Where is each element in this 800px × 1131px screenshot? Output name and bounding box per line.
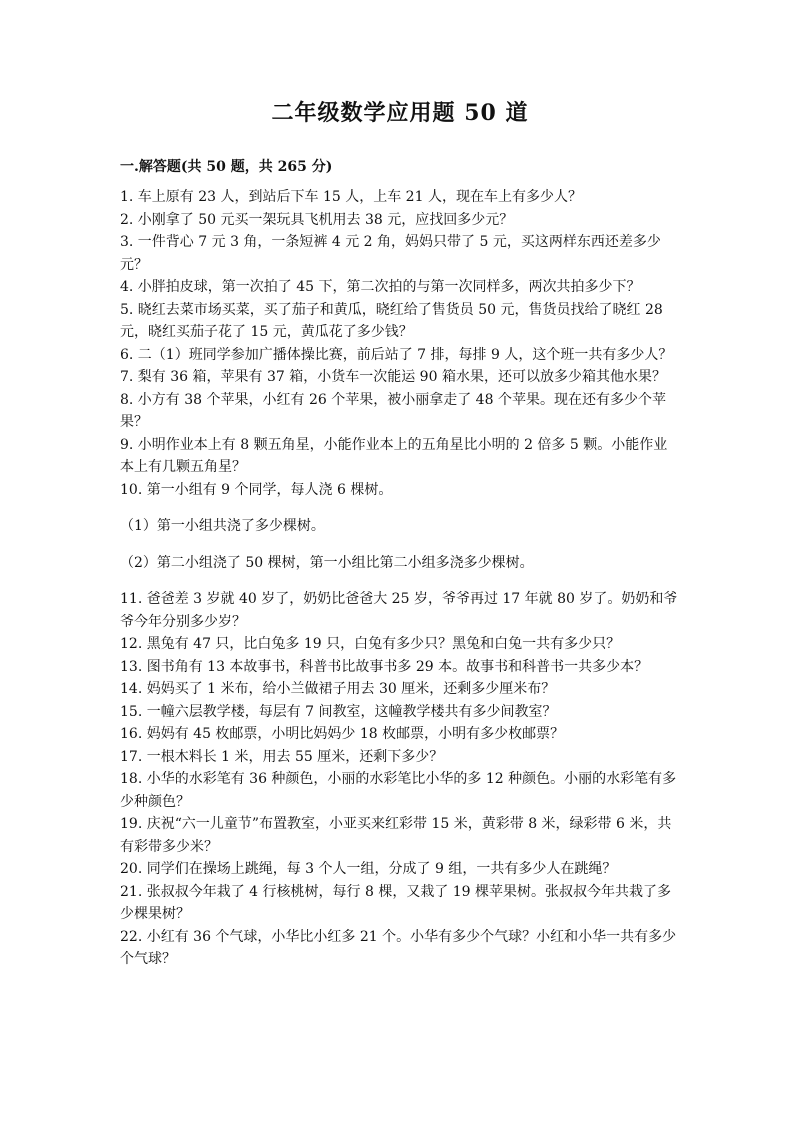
page-title: 二年级数学应用题 50 道 — [271, 100, 529, 126]
question-15: 15. 一幢六层教学楼，每层有 7 间教室，这幢教学楼共有多少间教室？ — [120, 703, 557, 720]
question-22: 22. 小红有 36 个气球，小华比小红多 21 个。小华有多少个气球？小红和小华一共有多少个气球？ — [120, 928, 677, 967]
question-list — [120, 186, 680, 971]
question-17: 17. 一根木料长 1 米，用去 55 厘米，还剩下多少？ — [120, 748, 444, 765]
question-20: 20. 同学们在操场上跳绳，每 3 个人一组，分成了 9 组，一共有多少人在跳绳？ — [120, 861, 617, 877]
question-9: 9. 小明作业本上有 8 颗五角星，小能作业本上的五角星比小明的 2 倍多 5 颗。小能作业本上有几颗五角星？ — [120, 436, 668, 475]
question-21: 21. 张叔叔今年栽了 4 行核桃树，每行 8 棵，又栽了 19 棵苹果树。张叔叔今年共栽了多少棵果树？ — [120, 883, 672, 922]
question-18: 18. 小华的水彩笔有 36 种颜色，小丽的水彩笔比小华的多 12 种颜色。小丽的水彩笔有多少种颜色？ — [120, 771, 677, 810]
question-19: 19. 庆祝“六一儿童节”布置教室，小亚买来红彩带 15 米，黄彩带 8 米，绿彩带 6 米，共有彩带多少米？ — [120, 816, 672, 855]
question-10: 10. 第一小组有 9 个同学，每人浇 6 棵树。 — [120, 481, 393, 498]
question-2: 2. 小刚拿了 50 元买一架玩具飞机用去 38 元，应找回多少元？ — [120, 211, 514, 228]
question-3: 3. 一件背心 7 元 3 角，一条短裤 4 元 2 角，妈妈只带了 5 元，买这两样东西还差多少元？ — [120, 234, 661, 273]
question-8: 8. 小方有 38 个苹果，小红有 26 个苹果，被小丽拿走了 48 个苹果。现在还有多少个苹果？ — [120, 391, 666, 430]
question-12: 12. 黑兔有 47 只，比白兔多 19 只，白兔有多少只？黑兔和白兔一共有多少只？ — [120, 636, 621, 652]
question-4: 4. 小胖拍皮球，第一次拍了 45 下，第二次拍的与第一次同样多，两次共拍多少下？ — [120, 279, 641, 295]
question-11: 11. 爸爸差 3 岁就 40 岁了，奶奶比爸爸大 25 岁，爷爷再过 17 年就 80 岁了。奶奶和爷爷今年分别多少岁？ — [120, 591, 678, 630]
question-6: 6. 二（1）班同学参加广播体操比赛，前后站了 7 排，每排 9 人，这个班一共有多少人？ — [120, 346, 673, 363]
section-heading: 一.解答题(共 50 题，共 265 分) — [120, 159, 333, 175]
question-10-part-2: （2）第二小组浇了 50 棵树，第一小组比第二小组多浇多少棵树。 — [120, 554, 534, 571]
question-7: 7. 梨有 36 箱，苹果有 37 箱，小货车一次能运 90 箱水果，还可以放多少箱其他水果？ — [120, 369, 666, 385]
question-10-part-1: （1）第一小组共浇了多少棵树。 — [120, 518, 325, 534]
question-16: 16. 妈妈有 45 枚邮票，小明比妈妈少 18 枚邮票，小明有多少枚邮票？ — [120, 726, 565, 742]
question-14: 14. 妈妈买了 1 米布，给小兰做裙子用去 30 厘米，还剩多少厘米布？ — [120, 681, 556, 697]
question-5: 5. 晓红去菜市场买菜，买了茄子和黄瓜，晓红给了售货员 50 元，售货员找给了晓红 28 元，晓红买茄子花了 15 元，黄瓜花了多少钱？ — [120, 301, 663, 340]
question-1: 1. 车上原有 23 人，到站后下车 15 人，上车 21 人，现在车上有多少人？ — [120, 189, 582, 205]
question-13: 13. 图书角有 13 本故事书，科普书比故事书多 29 本。故事书和科普书一共多少本？ — [120, 658, 649, 675]
